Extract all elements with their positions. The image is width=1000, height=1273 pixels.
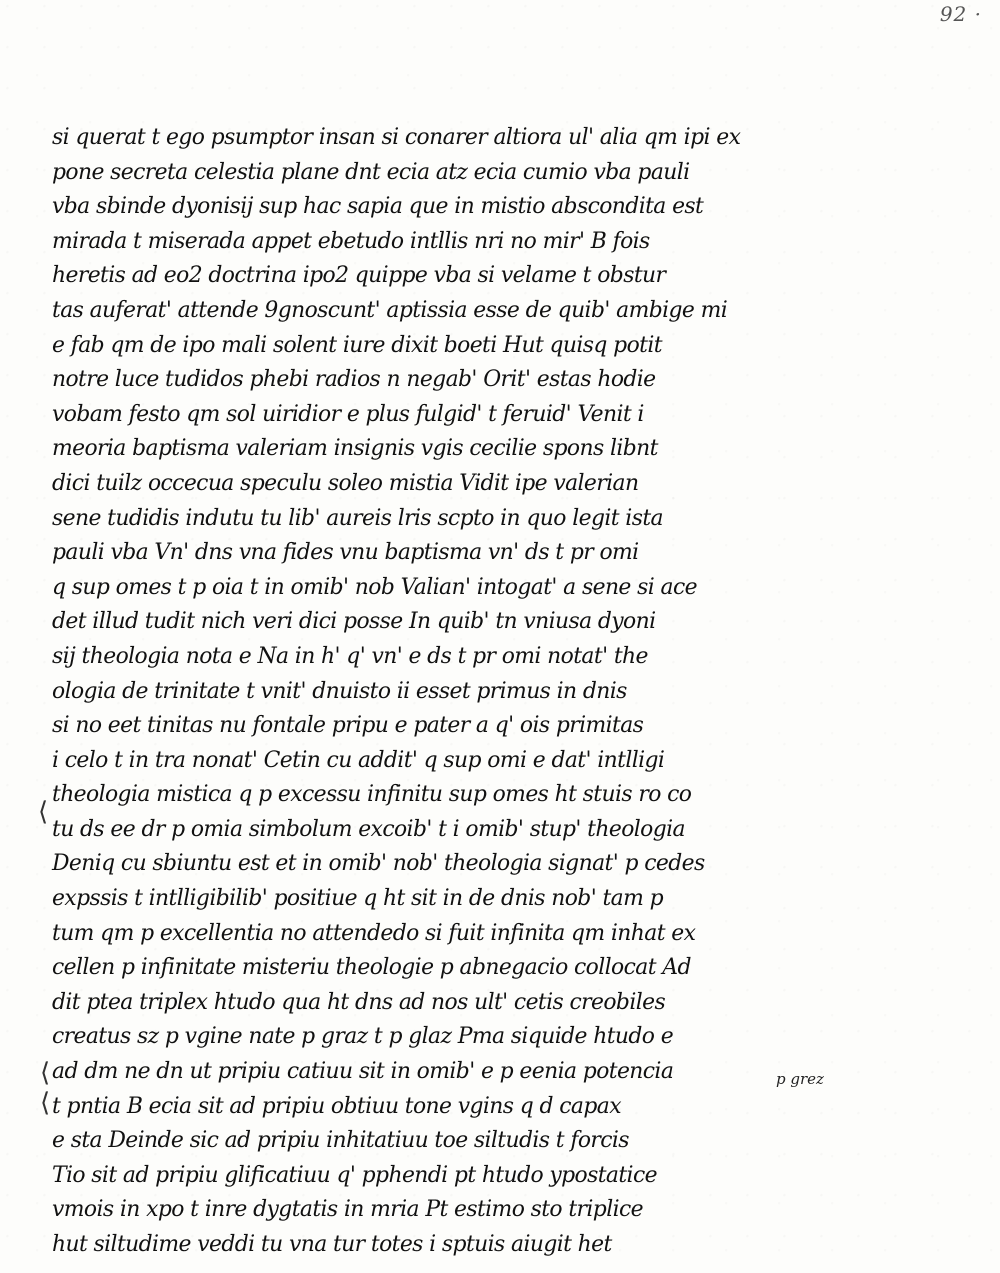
manuscript-line: dici tuilz occecua speculu soleo mistia Vidit ipe valerian: [52, 470, 639, 496]
manuscript-line: tu ds ee dr p omia simbolum excoib' t i omib' stup' theologia: [52, 816, 685, 842]
manuscript-line: mirada t miserada appet ebetudo intllis nri no mir' B fois: [52, 228, 650, 254]
manuscript-line: pauli vba Vn' dns vna fides vnu baptisma vn' ds t pr omi: [52, 540, 639, 566]
manuscript-line: si no eet tinitas nu fontale pripu e pater a q' ois primitas: [52, 713, 644, 739]
marginal-note: p grez: [776, 1070, 824, 1088]
manuscript-line: heretis ad eo2 doctrina ipo2 quippe vba si velame t obstur: [52, 263, 666, 289]
manuscript-line: expssis t intlligibilib' positiue q ht sit in de dnis nob' tam p: [52, 886, 663, 912]
manuscript-line: e sta Deinde sic ad pripiu inhitatiuu toe siltudis t forcis: [52, 1128, 629, 1154]
manuscript-line: notre luce tudidos phebi radios n negab' Orit' estas hodie: [52, 367, 656, 393]
manuscript-text-block: [52, 121, 772, 1263]
manuscript-line: Tio sit ad pripiu glificatiuu q' pphendi pt htudo ypostatice: [52, 1162, 657, 1188]
manuscript-line: vmois in xpo t inre dygtatis in mria Pt estimo sto triplice: [52, 1197, 644, 1223]
manuscript-line: sene tudidis indutu tu lib' aureis lris scpto in quo legit ista: [52, 505, 663, 531]
manuscript-line: si querat t ego psumptor insan si conarer altiora ul' alia qm ipi ex: [52, 125, 741, 150]
manuscript-line: t pntia B ecia sit ad pripiu obtiuu tone vgins q d capax: [52, 1093, 621, 1119]
manuscript-line: tum qm p excellentia no attendedo si fuit infinita qm inhat ex: [52, 920, 696, 946]
manuscript-line: sij theologia nota e Na in h' q' vn' e ds t pr omi notat' the: [52, 643, 648, 669]
manuscript-line: hut siltudime veddi tu vna tur totes i sptuis aiugit het: [52, 1232, 612, 1257]
margin-pen-stroke-mark: ⟨: [40, 1088, 51, 1118]
manuscript-line: i celo t in tra nonat' Cetin cu addit' q sup omi e dat' intlligi: [52, 747, 665, 773]
manuscript-line: ad dm ne dn ut pripiu catiuu sit in omib' e p eenia potencia: [52, 1059, 674, 1085]
manuscript-line: tas auferat' attende 9gnoscunt' aptissia esse de quib' ambige mi: [52, 297, 728, 323]
margin-pen-stroke-mark: ⟨: [40, 1058, 51, 1088]
manuscript-line: cellen p infinitate misteriu theologie p abnegacio collocat Ad: [52, 955, 691, 981]
manuscript-line: q sup omes t p oia t in omib' nob Valian' intogat' a sene si ace: [52, 574, 697, 600]
manuscript-line: vobam festo qm sol uiridior e plus fulgid' t feruid' Venit i: [52, 401, 644, 427]
manuscript-line: vba sbinde dyonisij sup hac sapia que in mistio abscondita est: [52, 194, 704, 220]
margin-pen-stroke-mark: ⟨: [38, 797, 49, 827]
manuscript-line: ologia de trinitate t vnit' dnuisto ii esset primus in dnis: [52, 678, 627, 704]
manuscript-line: det illud tudit nich veri dici posse In quib' tn vniusa dyoni: [52, 609, 656, 635]
manuscript-line: meoria baptisma valeriam insignis vgis cecilie spons libnt: [52, 436, 658, 462]
manuscript-line: pone secreta celestia plane dnt ecia atz ecia cumio vba pauli: [52, 159, 690, 185]
manuscript-line: creatus sz p vgine nate p graz t p glaz Pma siquide htudo e: [52, 1024, 674, 1050]
folio-number: 92 ·: [939, 2, 982, 26]
manuscript-line: dit ptea triplex htudo qua ht dns ad nos ult' cetis creobiles: [52, 989, 666, 1015]
manuscript-line: theologia mistica q p excessu infinitu sup omes ht stuis ro co: [52, 782, 692, 808]
manuscript-line: Deniq cu sbiuntu est et in omib' nob' theologia signat' p cedes: [52, 851, 705, 877]
manuscript-line: e fab qm de ipo mali solent iure dixit boeti Hut quisq potit: [52, 332, 662, 358]
